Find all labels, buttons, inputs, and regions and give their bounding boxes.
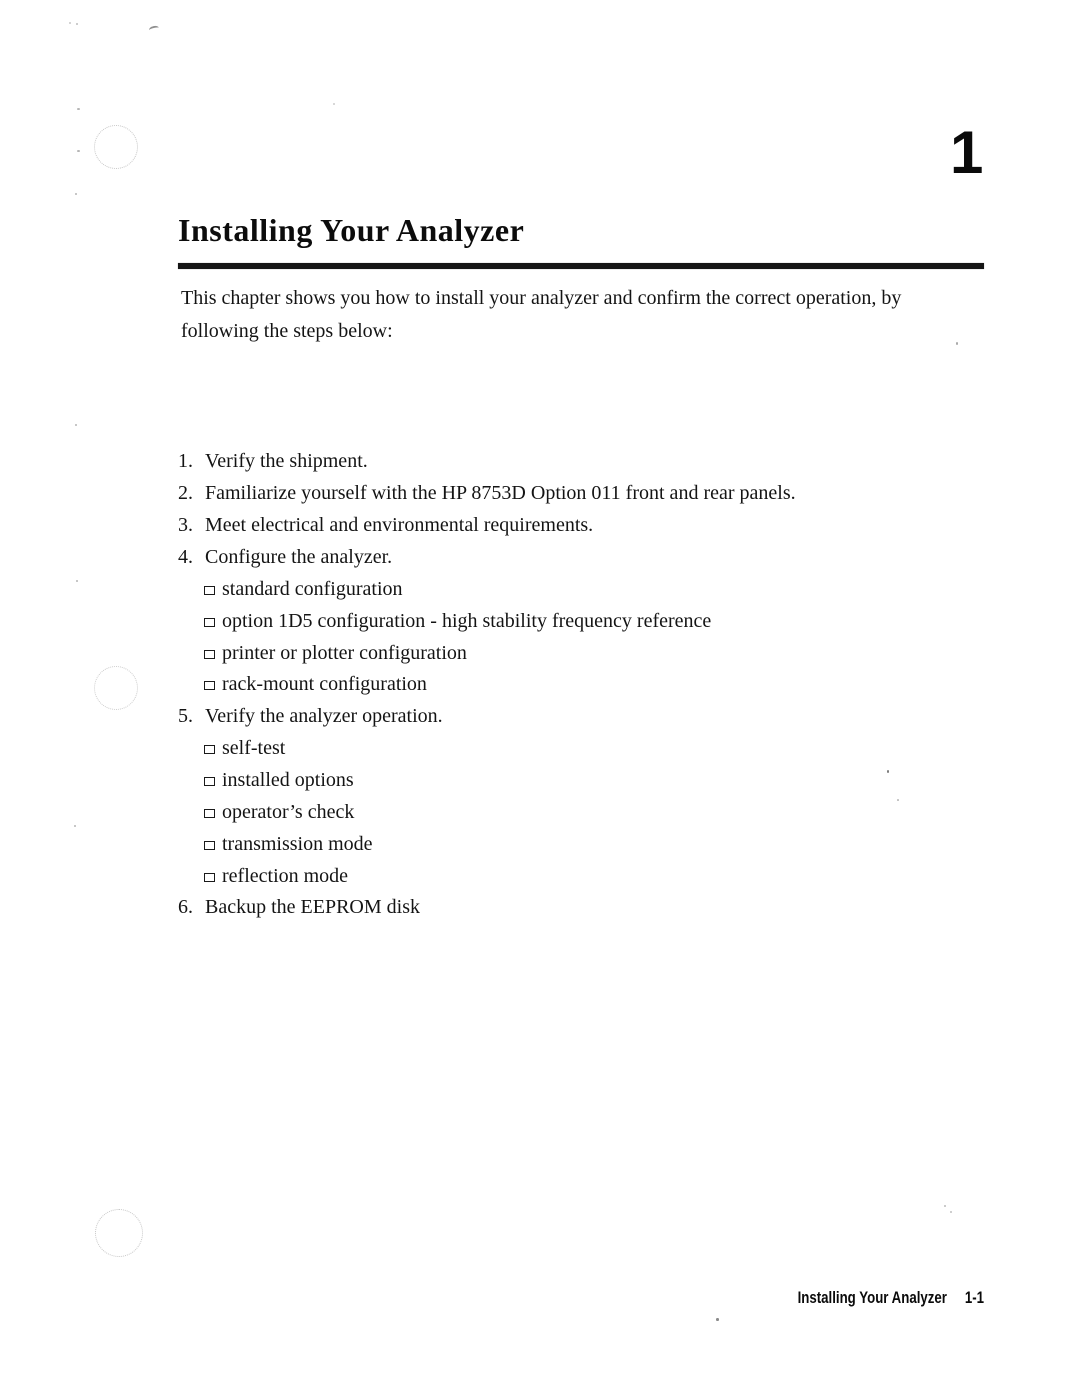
scan-speck bbox=[77, 108, 80, 110]
scan-speck bbox=[77, 150, 80, 152]
checkbox-icon bbox=[204, 777, 215, 786]
scan-speck bbox=[148, 25, 159, 33]
step-row bbox=[178, 510, 998, 542]
step-number: 6. bbox=[178, 896, 193, 919]
substep-row bbox=[178, 605, 998, 637]
scan-speck bbox=[944, 1205, 946, 1207]
checkbox-icon bbox=[204, 618, 215, 627]
scan-speck bbox=[75, 193, 77, 195]
checkbox-icon bbox=[204, 809, 215, 818]
step-number: 1. bbox=[178, 450, 193, 473]
substep-text: self-test bbox=[222, 737, 286, 760]
scan-speck bbox=[75, 424, 77, 426]
page-title: Installing Your Analyzer bbox=[178, 212, 525, 248]
substep-row bbox=[178, 860, 998, 892]
step-text: Meet electrical and environmental requirements. bbox=[205, 514, 594, 537]
step-number: 3. bbox=[178, 514, 193, 537]
substep-row bbox=[178, 828, 998, 860]
substep-text: rack-mount configuration bbox=[222, 673, 427, 696]
step-text: Backup the EEPROM disk bbox=[205, 896, 420, 919]
step-number: 4. bbox=[178, 546, 193, 568]
step-row bbox=[178, 446, 998, 478]
intro-line: This chapter shows you how to install your analyzer and confirm the correct operation, by bbox=[181, 287, 902, 309]
scan-speck bbox=[76, 580, 78, 582]
substep-text: option 1D5 configuration - high stability frequency reference bbox=[222, 609, 712, 632]
intro-paragraph bbox=[181, 282, 981, 347]
step-text: Verify the analyzer operation. bbox=[205, 705, 443, 728]
substep-row bbox=[178, 637, 998, 669]
checkbox-icon bbox=[204, 586, 215, 595]
checkbox-icon bbox=[204, 650, 215, 659]
substep-row bbox=[178, 733, 998, 765]
intro-line: following the steps below: bbox=[181, 319, 393, 342]
step-row bbox=[178, 892, 998, 924]
step-text: Familiarize yourself with the HP 8753D Option 011 front and rear panels. bbox=[205, 482, 796, 505]
substep-text: installed options bbox=[222, 769, 354, 792]
checkbox-icon bbox=[204, 841, 215, 850]
step-row bbox=[178, 542, 998, 574]
substep-text: operator’s check bbox=[222, 800, 355, 823]
step-row bbox=[178, 478, 998, 510]
step-text: Configure the analyzer. bbox=[205, 546, 393, 568]
title-rule bbox=[178, 263, 984, 269]
hole-punch-mark bbox=[94, 125, 138, 169]
substep-text: printer or plotter configuration bbox=[222, 641, 467, 664]
substep-text: standard configuration bbox=[222, 577, 403, 600]
scan-speck bbox=[74, 825, 76, 827]
substep-text: reflection mode bbox=[222, 864, 349, 887]
footer-page-number: 1-1 bbox=[964, 1288, 984, 1307]
chapter-number: 1 bbox=[950, 119, 983, 186]
page-footer bbox=[798, 1289, 984, 1306]
substep-row bbox=[178, 796, 998, 828]
substep-row bbox=[178, 573, 998, 605]
hole-punch-mark bbox=[95, 1209, 143, 1257]
scan-speck bbox=[76, 23, 78, 25]
scan-speck bbox=[716, 1318, 719, 1321]
scan-speck bbox=[950, 1211, 952, 1213]
scan-speck bbox=[69, 22, 71, 24]
scan-speck bbox=[333, 103, 335, 105]
checkbox-icon bbox=[204, 745, 215, 754]
substep-row bbox=[178, 669, 998, 701]
steps-list bbox=[178, 446, 998, 924]
checkbox-icon bbox=[204, 873, 215, 882]
step-number: 2. bbox=[178, 482, 193, 505]
step-number: 5. bbox=[178, 705, 193, 728]
substep-text: transmission mode bbox=[222, 832, 373, 855]
footer-chapter-title: Installing Your Analyzer bbox=[797, 1288, 947, 1307]
substep-row bbox=[178, 765, 998, 797]
step-row bbox=[178, 701, 998, 733]
checkbox-icon bbox=[204, 681, 215, 690]
hole-punch-mark bbox=[94, 666, 138, 710]
step-text: Verify the shipment. bbox=[205, 450, 368, 473]
